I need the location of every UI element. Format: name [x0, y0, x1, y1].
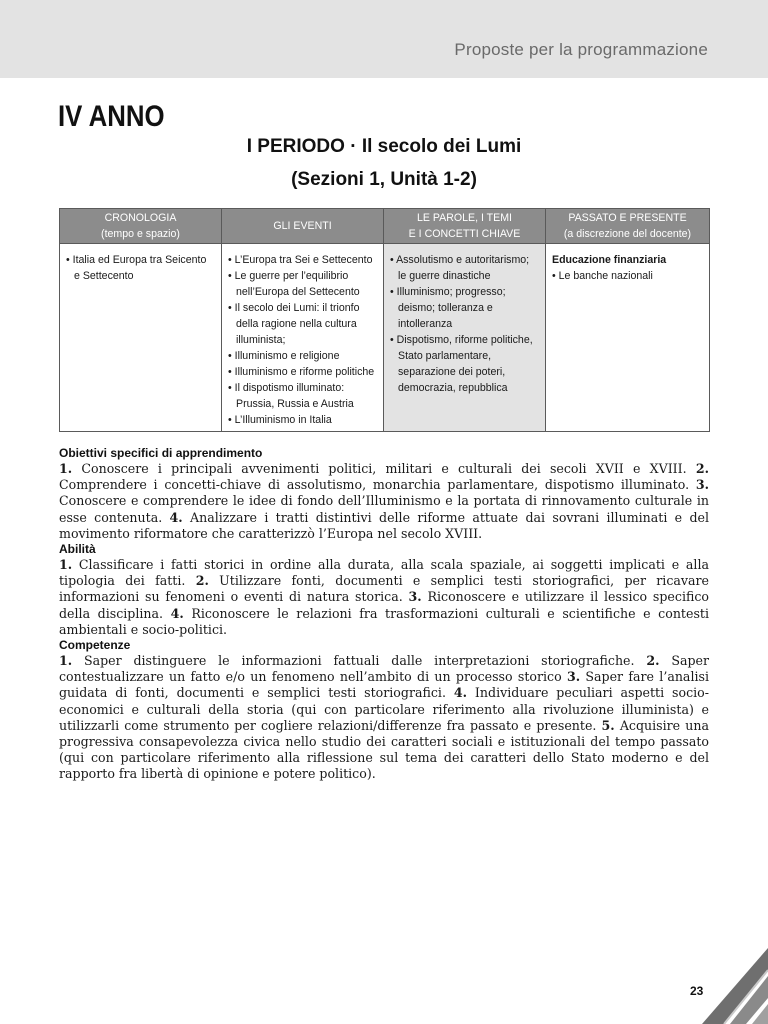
running-header: Proposte per la programmazione	[454, 40, 708, 59]
item-number: 3.	[566, 669, 581, 685]
list-item: • Assolutismo e autoritarismo; le guerre dinastiche	[390, 254, 530, 282]
page-number: 23	[690, 984, 704, 998]
item-number: 3.	[408, 589, 422, 605]
item-text: Individuare peculiari aspetti socio-economici e culturali della storia (qui con particolare riferimento alla rivoluzione illuminista) e utilizzarli come strumento per cogliere relazioni/differenze fra passato e presente.	[59, 685, 709, 733]
item-number: 2.	[646, 653, 660, 668]
cell-passato-presente	[546, 244, 710, 432]
list-item: • Dispotismo, riforme politiche, Stato parlamentare, separazione dei poteri, democrazia, repubblica	[390, 334, 533, 394]
item-text: Conoscere e comprendere le idee di fondo dell’Illuminismo e la portata di rinnovamento culturale in esse contenuta.	[59, 493, 709, 525]
item-number: 1.	[59, 461, 73, 476]
header-passato-presente	[546, 209, 710, 244]
header-cronologia	[60, 209, 222, 244]
item-number: 4.	[170, 605, 184, 621]
list-item: • Illuminismo e religione	[228, 350, 340, 362]
list-item: • Illuminismo; progresso; deismo; tolleranza e intolleranza	[390, 286, 506, 330]
cell-heading: Educazione finanziaria	[552, 254, 667, 266]
period-title: I PERIODO · Il secolo dei Lumi	[246, 136, 522, 157]
table-header-row	[60, 209, 710, 244]
programme-table	[59, 208, 710, 432]
item-text: Classificare i fatti storici in ordine alla durata, alla scala spaziale, ai soggetti implicati e alla tipologia dei fatti.	[59, 557, 709, 589]
item-number: 2.	[695, 461, 709, 476]
item-number: 4.	[169, 509, 183, 525]
year-title: IV ANNO	[58, 100, 165, 133]
table-row	[60, 244, 710, 432]
header-band	[0, 0, 768, 78]
obiettivi-text	[59, 461, 709, 542]
cell-cronologia	[60, 244, 222, 432]
list-item: • L’Illuminismo in Italia	[228, 414, 332, 426]
header-line: (a discrezione del docente)	[563, 228, 692, 240]
list-item: • Il secolo dei Lumi: il trionfo della ragione nella cultura illuminista;	[228, 302, 360, 346]
list-item: • Italia ed Europa tra Seicento e Settecento	[66, 254, 207, 282]
list-item: • Il dispotismo illuminato: Prussia, Russia e Austria	[228, 382, 354, 410]
item-number: 4.	[453, 685, 468, 701]
item-number: 1.	[59, 653, 73, 668]
item-text: Saper contestualizzare un fatto e/o un fenomeno nell’ambito di un processo storico	[59, 653, 709, 685]
header-line: CRONOLOGIA	[104, 212, 177, 224]
item-text: Riconoscere le relazioni fra trasformazioni culturali e scientifiche e contesti ambientali e socio-politici.	[59, 605, 709, 637]
header-line: (tempo e spazio)	[101, 228, 180, 240]
list-item: • Illuminismo e riforme politiche	[228, 366, 375, 378]
page-corner-decoration	[694, 940, 768, 1024]
header-eventi	[222, 209, 384, 244]
item-text: Conoscere i principali avvenimenti politici, militari e culturali dei secoli XVII e XVIII.	[72, 461, 696, 476]
header-line: LE PAROLE, I TEMI	[417, 212, 512, 224]
period-subtitle: (Sezioni 1, Unità 1-2)	[291, 169, 477, 190]
abilita-text	[59, 557, 709, 638]
item-number: 5.	[601, 717, 615, 733]
item-text: Acquisire una progressiva consapevolezza civica nello studio dei caratteri sociali e istituzionali del tempo passato (qui con particolare riferimento alla riflessione sul tema dei caratteri dello Stato moderno e del rapporto fra libertà di opinione e potere politico).	[59, 717, 709, 782]
cell-eventi	[222, 244, 384, 432]
list-item: • Le guerre per l’equilibrio nell’Europa del Settecento	[228, 270, 360, 298]
item-number: 1.	[59, 557, 73, 572]
competenze-heading: Competenze	[59, 638, 131, 652]
item-text: Riconoscere e utilizzare il lessico specifico della disciplina.	[59, 589, 710, 621]
item-number: 2.	[195, 573, 209, 589]
list-item: • Le banche nazionali	[552, 270, 653, 282]
item-text: Saper distinguere le informazioni fattuali dalle interpretazioni storiografiche.	[72, 653, 647, 668]
header-line: E I CONCETTI CHIAVE	[408, 228, 521, 240]
abilita-heading: Abilità	[59, 542, 96, 556]
cell-parole	[384, 244, 546, 432]
item-text: Utilizzare fonti, documenti e semplici testi storiografici, per ricavare informazioni su fenomeni o eventi di natura storica.	[59, 573, 709, 605]
obiettivi-heading: Obiettivi specifici di apprendimento	[59, 446, 263, 460]
list-item: • L’Europa tra Sei e Settecento	[228, 254, 373, 266]
item-text: Analizzare i tratti distintivi delle riforme attuate dai sovrani illuminati e del movimento riformatore che caratterizzò l’Europa nel secolo XVIII.	[59, 509, 709, 541]
item-text: Saper fare l’analisi guidata di fonti, documenti e semplici testi storiografici.	[59, 669, 709, 701]
item-number: 3.	[695, 477, 709, 493]
header-line: PASSATO E PRESENTE	[568, 212, 687, 224]
item-text: Comprendere i concetti-chiave di assolutismo, monarchia parlamentare, dispotismo illuminato.	[59, 477, 696, 493]
competenze-text	[59, 653, 709, 783]
header-line: GLI EVENTI	[273, 220, 332, 232]
header-parole	[384, 209, 546, 244]
